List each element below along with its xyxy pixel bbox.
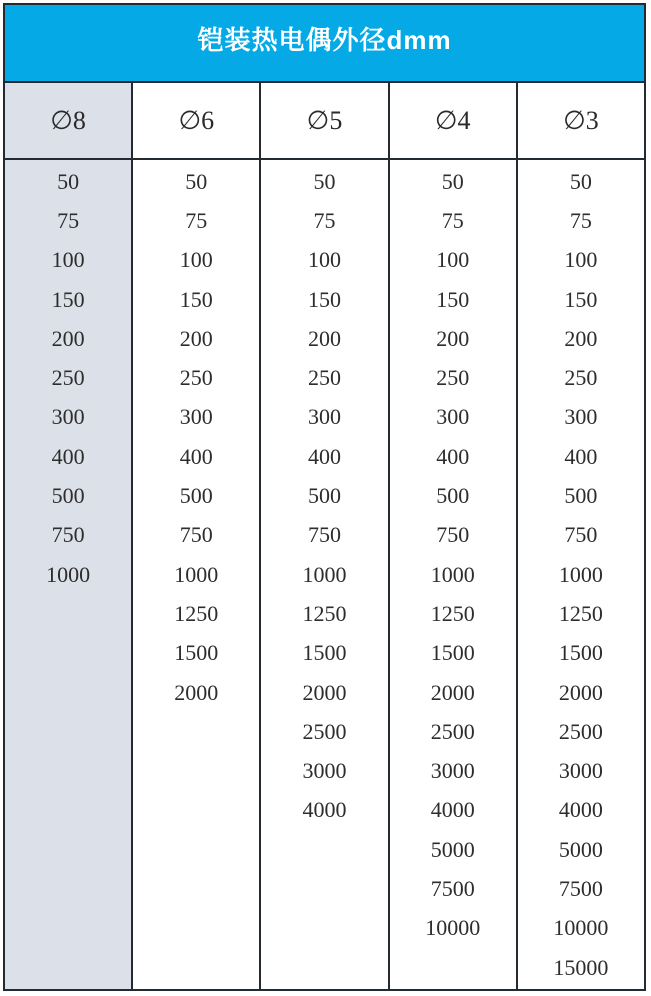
length-cell: 400 bbox=[564, 443, 598, 469]
length-cell: 5000 bbox=[430, 836, 475, 862]
length-cell: 400 bbox=[179, 443, 213, 469]
length-cell: 7500 bbox=[430, 875, 475, 901]
length-cell: 1000 bbox=[46, 561, 91, 587]
column-header: ∅6 bbox=[133, 83, 259, 160]
length-cell: 1000 bbox=[174, 561, 219, 587]
length-cell: 2500 bbox=[430, 718, 475, 744]
length-cell: 500 bbox=[51, 483, 85, 509]
column-header: ∅5 bbox=[261, 83, 387, 160]
length-cell: 1250 bbox=[430, 600, 475, 626]
table-title-band bbox=[5, 5, 644, 83]
diameter-column-4 bbox=[390, 83, 518, 989]
length-cell: 10000 bbox=[553, 915, 609, 941]
length-cell: 50 bbox=[569, 168, 592, 194]
length-cell: 100 bbox=[308, 247, 341, 273]
length-cell: 750 bbox=[564, 522, 598, 548]
length-cell: 150 bbox=[51, 286, 85, 312]
length-cell: 400 bbox=[308, 443, 341, 469]
length-cell: 50 bbox=[441, 168, 464, 194]
length-cell: 300 bbox=[308, 404, 341, 430]
length-cell: 75 bbox=[441, 207, 464, 233]
length-cell: 4000 bbox=[558, 797, 603, 823]
length-cell: 250 bbox=[51, 365, 85, 391]
length-cell: 250 bbox=[308, 365, 341, 391]
length-cell: 2000 bbox=[430, 679, 475, 705]
column-values bbox=[5, 160, 131, 989]
length-cell: 1250 bbox=[174, 600, 219, 626]
length-cell: 3000 bbox=[558, 758, 603, 784]
length-cell: 750 bbox=[308, 522, 341, 548]
length-cell: 200 bbox=[564, 325, 598, 351]
length-cell: 15000 bbox=[553, 954, 609, 980]
length-cell: 2500 bbox=[302, 718, 347, 744]
length-cell: 300 bbox=[179, 404, 213, 430]
length-cell: 250 bbox=[564, 365, 598, 391]
length-cell: 100 bbox=[564, 247, 598, 273]
length-cell: 2000 bbox=[558, 679, 603, 705]
length-cell: 50 bbox=[57, 168, 80, 194]
length-cell: 150 bbox=[436, 286, 470, 312]
diameter-column-1 bbox=[5, 83, 133, 989]
column-values bbox=[518, 160, 644, 989]
length-cell: 200 bbox=[179, 325, 213, 351]
length-cell: 100 bbox=[179, 247, 213, 273]
length-cell: 1000 bbox=[558, 561, 603, 587]
length-cell: 4000 bbox=[430, 797, 475, 823]
column-header: ∅4 bbox=[390, 83, 516, 160]
length-cell: 300 bbox=[564, 404, 598, 430]
length-cell: 2500 bbox=[558, 718, 603, 744]
length-cell: 100 bbox=[51, 247, 85, 273]
length-cell: 5000 bbox=[558, 836, 603, 862]
length-cell: 1000 bbox=[302, 561, 347, 587]
length-cell: 200 bbox=[436, 325, 470, 351]
length-cell: 75 bbox=[185, 207, 208, 233]
length-cell: 50 bbox=[313, 168, 336, 194]
length-cell: 750 bbox=[436, 522, 470, 548]
length-cell: 300 bbox=[436, 404, 470, 430]
table-columns bbox=[5, 83, 644, 989]
length-cell: 500 bbox=[308, 483, 341, 509]
length-cell: 3000 bbox=[302, 758, 347, 784]
length-cell: 10000 bbox=[425, 915, 481, 941]
length-cell: 1000 bbox=[430, 561, 475, 587]
length-cell: 150 bbox=[564, 286, 598, 312]
length-cell: 1500 bbox=[302, 640, 347, 666]
length-cell: 200 bbox=[308, 325, 341, 351]
length-cell: 100 bbox=[436, 247, 470, 273]
length-cell: 500 bbox=[436, 483, 470, 509]
column-values bbox=[261, 160, 387, 989]
length-cell: 1500 bbox=[174, 640, 219, 666]
thermocouple-diameter-table bbox=[3, 3, 646, 991]
length-cell: 75 bbox=[569, 207, 592, 233]
length-cell: 200 bbox=[51, 325, 85, 351]
length-cell: 1250 bbox=[558, 600, 603, 626]
column-header: ∅8 bbox=[5, 83, 131, 160]
diameter-column-5 bbox=[518, 83, 644, 989]
length-cell: 150 bbox=[308, 286, 341, 312]
length-cell: 50 bbox=[185, 168, 208, 194]
length-cell: 400 bbox=[436, 443, 470, 469]
length-cell: 1500 bbox=[558, 640, 603, 666]
length-cell: 500 bbox=[564, 483, 598, 509]
length-cell: 250 bbox=[436, 365, 470, 391]
column-header: ∅3 bbox=[518, 83, 644, 160]
diameter-column-3 bbox=[261, 83, 389, 989]
length-cell: 300 bbox=[51, 404, 85, 430]
length-cell: 500 bbox=[179, 483, 213, 509]
length-cell: 2000 bbox=[174, 679, 219, 705]
length-cell: 7500 bbox=[558, 875, 603, 901]
length-cell: 75 bbox=[313, 207, 336, 233]
diameter-column-2 bbox=[133, 83, 261, 989]
length-cell: 2000 bbox=[302, 679, 347, 705]
length-cell: 1500 bbox=[430, 640, 475, 666]
column-values bbox=[133, 160, 259, 989]
length-cell: 3000 bbox=[430, 758, 475, 784]
length-cell: 75 bbox=[57, 207, 80, 233]
column-values bbox=[390, 160, 516, 989]
length-cell: 400 bbox=[51, 443, 85, 469]
table-title: 铠装热电偶外径dmm bbox=[197, 25, 452, 55]
length-cell: 4000 bbox=[302, 797, 347, 823]
length-cell: 750 bbox=[51, 522, 85, 548]
length-cell: 750 bbox=[179, 522, 213, 548]
length-cell: 150 bbox=[179, 286, 213, 312]
length-cell: 1250 bbox=[302, 600, 347, 626]
length-cell: 250 bbox=[179, 365, 213, 391]
